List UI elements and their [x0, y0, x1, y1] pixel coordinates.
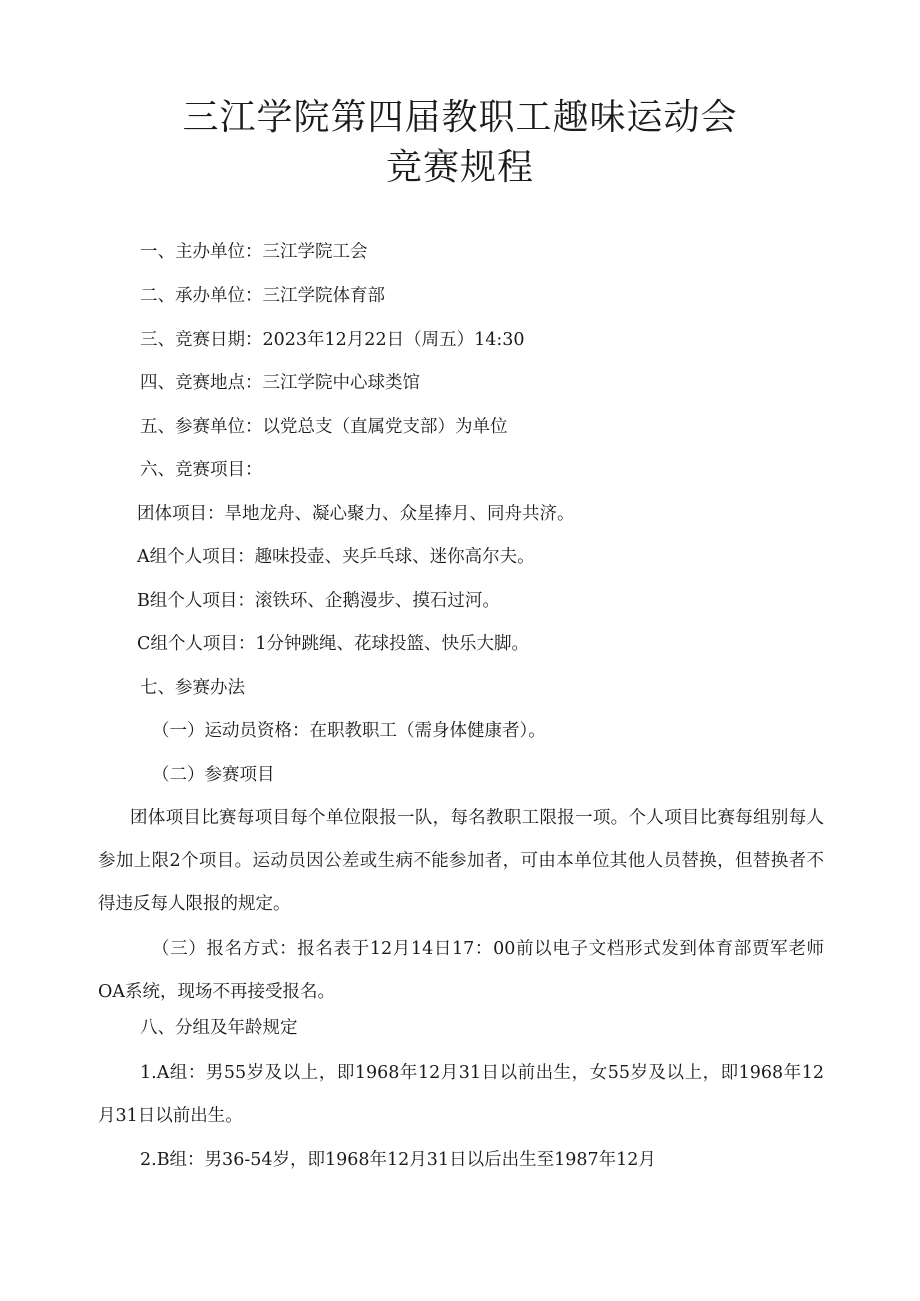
entry-heading: （二）参赛项目	[152, 765, 275, 785]
co-organizer-line: 二、承办单位：三江学院体育部	[140, 286, 385, 306]
group-a-age-paragraph: 1.A组：男55岁及以上，即1968年12月31日以前出生，女55岁及以上，即1968年12月31日以前出生。	[98, 1063, 824, 1126]
group-c-events-line: C组个人项目：1分钟跳绳、花球投篮、快乐大脚。	[137, 634, 530, 654]
venue-line: 四、竞赛地点：三江学院中心球类馆	[140, 373, 420, 393]
eligibility-line: （一）运动员资格：在职教职工（需身体健康者）。	[152, 721, 546, 741]
organizer-line: 一、主办单位：三江学院工会	[140, 242, 368, 262]
group-b-events-line: B组个人项目：滚铁环、企鹅漫步、摸石过河。	[137, 591, 500, 611]
participants-line: 五、参赛单位：以党总支（直属党支部）为单位	[140, 417, 508, 437]
document-subtitle: 竞赛规程	[385, 147, 534, 188]
group-a-events-line: A组个人项目：趣味投壶、夹乒乓球、迷你高尔夫。	[137, 547, 535, 567]
events-heading: 六、竞赛项目：	[140, 460, 263, 480]
age-heading: 八、分组及年龄规定	[140, 1018, 298, 1038]
entry-rules-paragraph: 团体项目比赛每项目每个单位限报一队，每名教职工限报一项。个人项目比赛每组别每人参加上限2个项目。运动员因公差或生病不能参加者，可由本单位其他人员替换，但替换者不得违反每人限报的规定。	[98, 808, 824, 914]
document-title: 三江学院第四届教职工趣味运动会	[182, 97, 738, 138]
group-b-age-line: 2.B组：男36-54岁，即1968年12月31日以后出生至1987年12月	[140, 1150, 656, 1170]
registration-paragraph: （三）报名方式：报名表于12月14日17：00前以电子文档形式发到体育部贾军老师OA系统，现场不再接受报名。	[98, 939, 824, 1002]
team-events-line: 团体项目：旱地龙舟、凝心聚力、众星捧月、同舟共济。	[137, 504, 575, 524]
date-line: 三、竞赛日期：2023年12月22日（周五）14:30	[140, 330, 525, 350]
method-heading: 七、参赛办法	[140, 678, 245, 698]
